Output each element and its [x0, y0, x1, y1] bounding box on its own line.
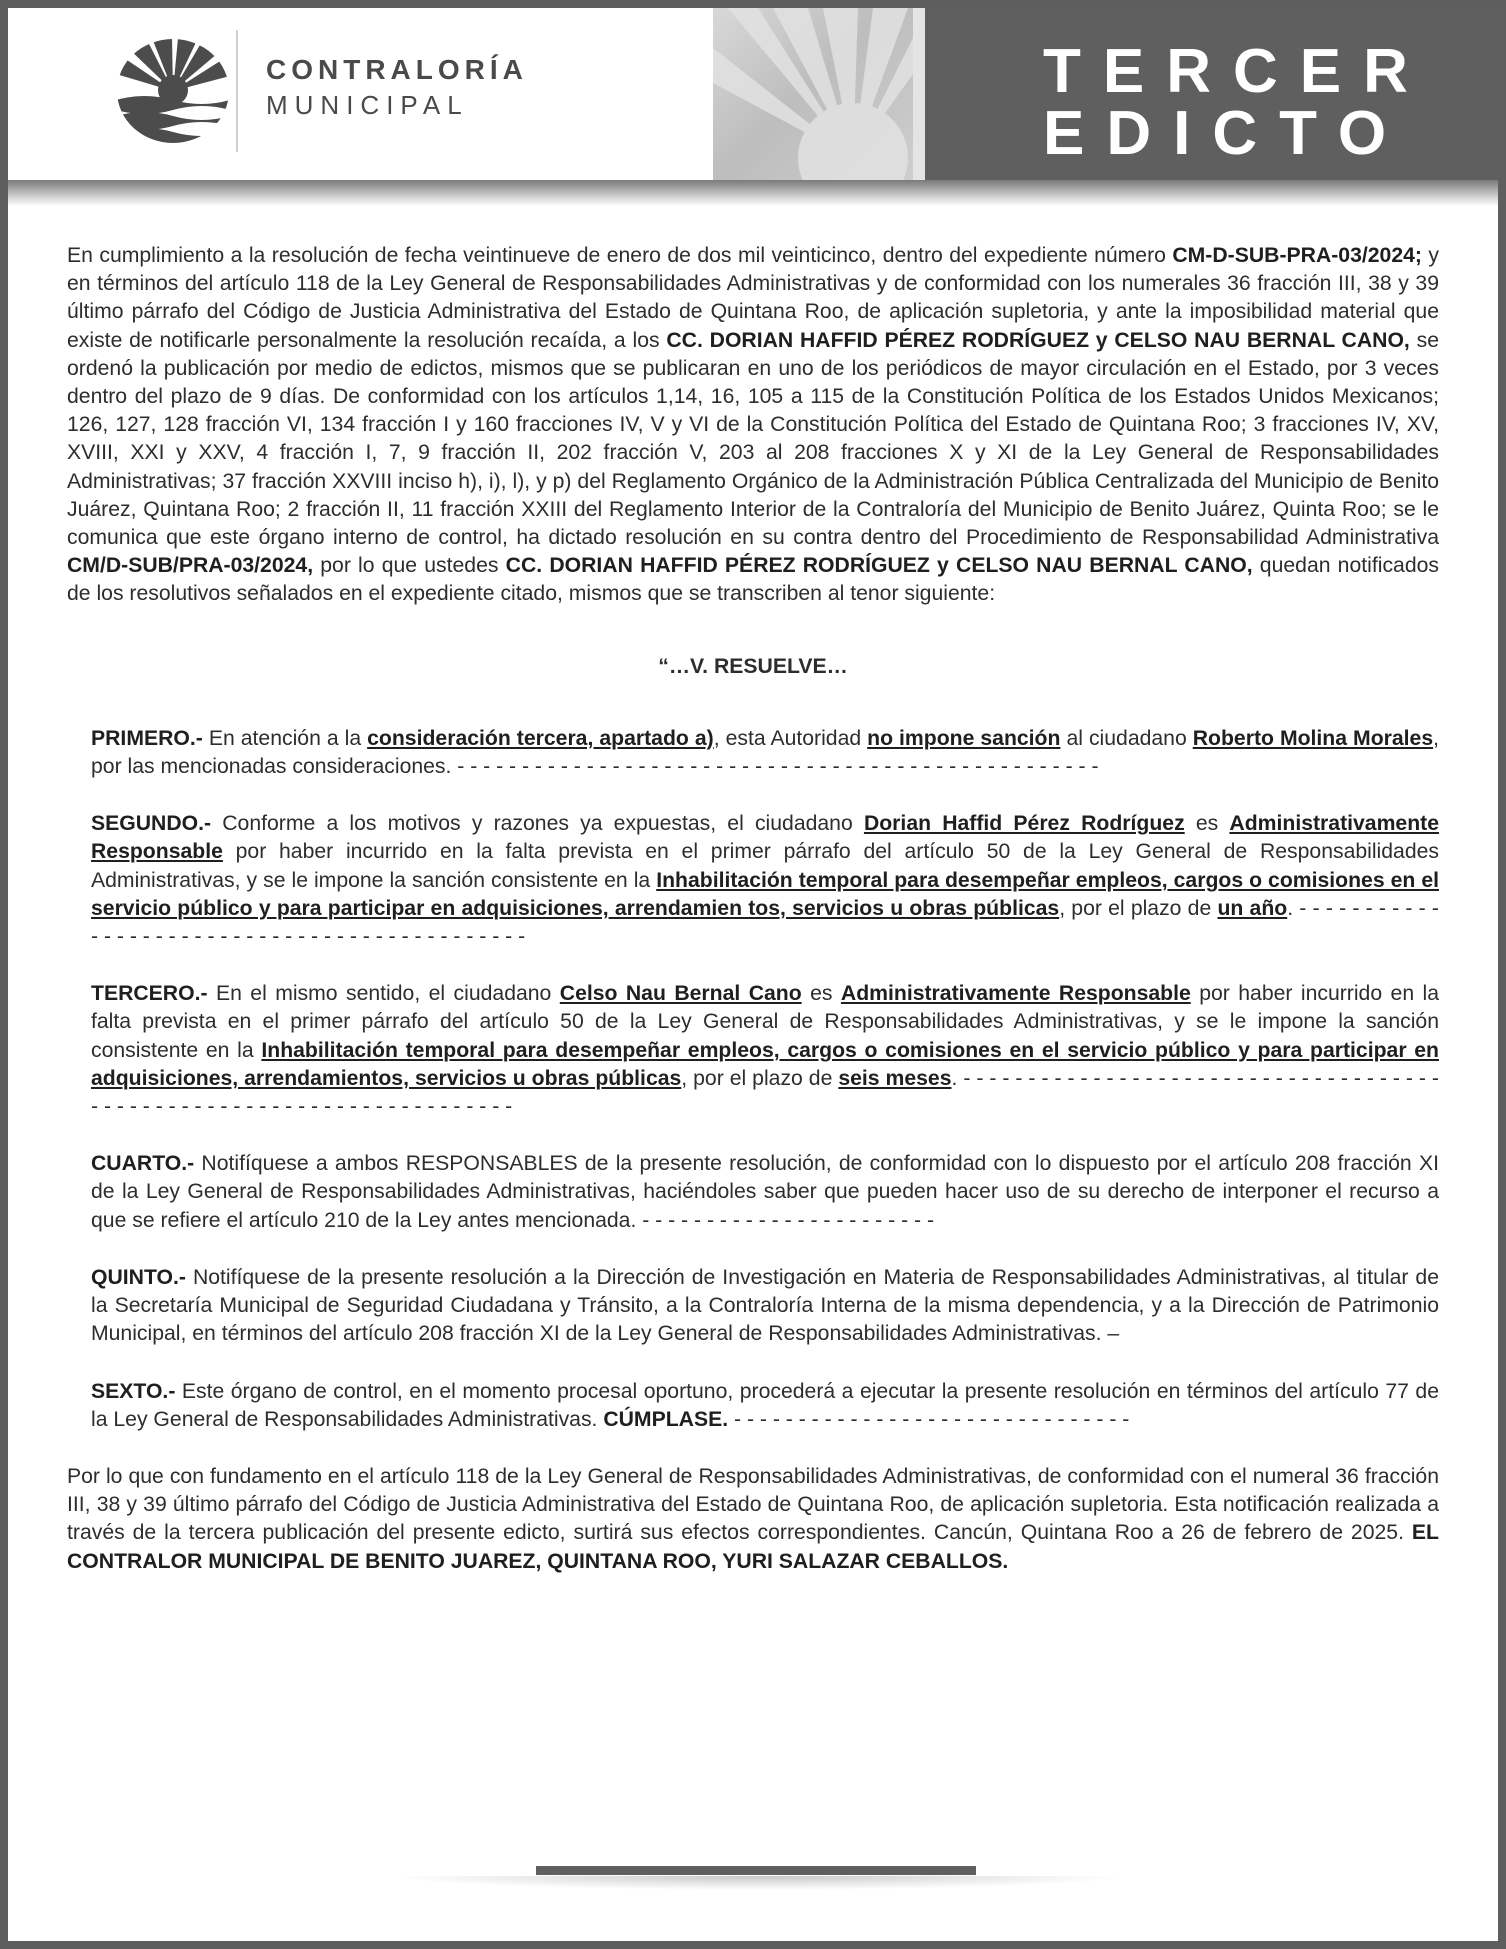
tercero-text-5: . - - - - - - - - - - - - - - - - - - - - - - - - - - - - - - - - - - - - - - - - - - - - - - - - - - - - - - - - - - - - - - - - - - - - - -	[91, 1066, 1439, 1119]
respondents-names-2: CC. DORIAN HAFFID PÉREZ RODRÍGUEZ y CELSO NAU BERNAL CANO,	[505, 554, 1253, 578]
header-strip	[913, 8, 925, 180]
sexto-text-2: - - - - - - - - - - - - - - - - - - - - - - - - - - - - - - -	[728, 1407, 1130, 1431]
tercero-label: TERCERO.-	[91, 982, 208, 1006]
signatory: EL CONTRALOR MUNICIPAL DE BENITO JUAREZ, QUINTANA ROO, YURI SALAZAR CEBALLOS.	[67, 1521, 1439, 1573]
resolutivo-tercero	[91, 980, 1439, 1121]
intro-text-1: En cumplimiento a la resolución de fecha veintinueve de enero de dos mil veinticinco, dentro del expediente número	[67, 244, 1173, 267]
segundo-text-3: por haber incurrido en la falta prevista en el primer párrafo del artículo 50 de la Ley General de Responsabilidades Administrativas, y se le impone la sanción consistente en la	[91, 840, 1439, 892]
brand-subtitle: MUNICIPAL	[266, 90, 469, 120]
tercero-emphasis-1: Celso Nau Bernal Cano	[559, 982, 802, 1006]
header-photo	[713, 8, 928, 180]
primero-text-3: al ciudadano	[1060, 726, 1193, 750]
header-separator	[236, 30, 238, 152]
tercero-text-3: por haber incurrido en la falta prevista en el primer párrafo del artículo 50 de la Ley General de Responsabilidades Administrativas, y se le impone la sanción consistente en la	[91, 982, 1440, 1062]
procedure-number: CM/D-SUB/PRA-03/2024,	[67, 554, 314, 578]
header-title-panel	[925, 8, 1498, 180]
closing-text: Por lo que con fundamento en el artículo 118 de la Ley General de Responsabilidades Administrativas, de conformidad con el numeral 36 fracción III, 38 y 39 último párrafo del Código de Justicia Administrativa del Estado de Quintana Roo, de aplicación supletoria. Esta notificación realizada a través de la tercera publicación del presente edicto, surtirá sus efectos correspondientes. Cancún, Quintana Roo a 26 de febrero de 2025.	[67, 1464, 1439, 1545]
resolutivo-primero	[91, 725, 1439, 781]
tercero-text-1: En el mismo sentido, el ciudadano	[207, 982, 560, 1006]
primero-text-1: En atención a la	[202, 726, 368, 750]
footer-shadow	[388, 1876, 1128, 1890]
tercero-emphasis-3: Inhabilitación temporal para desempeñar empleos, cargos o comisiones en el servicio público y para participar en adquisiciones, arrendamientos, servicios u obras públicas	[91, 1038, 1439, 1090]
primero-text-4: , por las mencionadas consideraciones. - - - - - - - - - - - - - - - - - - - - - - - - - - - - - - - - - - - - - - - - - - - - - - - - - -	[91, 726, 1440, 779]
tercero-text-2: es	[801, 982, 841, 1006]
page-header	[8, 8, 1498, 180]
segundo-emphasis-1: Dorian Haffid Pérez Rodríguez	[863, 812, 1185, 836]
segundo-emphasis-2: Administrativamente Responsable	[91, 812, 1439, 864]
intro-text-2: y en términos del artículo 118 de la Ley General de Responsabilidades Administrativas y de conformidad con los numerales 36 fracción III, 38 y 39 último párrafo del Código de Justicia Administrativa del Estado de Quintana Roo, de aplicación supletoria, y ante la imposibilidad material que existe de notificarle personalmente la resolución recaída, a los	[67, 244, 1439, 352]
sexto-label: SEXTO.-	[91, 1379, 176, 1403]
tercero-emphasis-2: Administrativamente Responsable	[840, 982, 1191, 1006]
quinto-label: QUINTO.-	[91, 1265, 186, 1289]
tercero-text-4: , por el plazo de	[681, 1066, 839, 1090]
tercero-emphasis-4: seis meses	[838, 1066, 952, 1090]
cumplase: CÚMPLASE.	[603, 1407, 729, 1431]
header-shadow	[8, 180, 1498, 206]
brand-name: CONTRALORÍA	[266, 54, 528, 85]
segundo-emphasis-3: Inhabilitación temporal para desempeñar empleos, cargos o comisiones en el servicio público y para participar en adquisiciones, arrendamien tos, servicios u obras públicas	[91, 868, 1440, 920]
intro-paragraph	[67, 242, 1439, 609]
resolutivo-sexto	[91, 1378, 1439, 1434]
cuarto-text-1: Notifíquese a ambos RESPONSABLES de la presente resolución, de conformidad con lo dispuesto por el artículo 208 fracción XI de la Ley General de Responsabilidades Administrativas, haciéndoles saber que pueden hacer uso de su derecho de interponer el recurso a que se refiere el artículo 210 de la Ley antes mencionada. - - - - - - - - - - - - - - - - - - - - - - -	[91, 1152, 1439, 1232]
cuarto-label: CUARTO.-	[91, 1152, 195, 1176]
primero-emphasis-1: consideración tercera, apartado a)	[367, 726, 714, 750]
primero-emphasis-2: no impone sanción	[867, 726, 1061, 750]
primero-emphasis-3: Roberto Molina Morales	[1192, 726, 1434, 750]
sexto-text-1: Este órgano de control, en el momento procesal oportuno, procederá a ejecutar la presente resolución en términos del artículo 77 de la Ley General de Responsabilidades Administrativas.	[91, 1379, 1439, 1431]
segundo-emphasis-4: un año	[1217, 896, 1288, 920]
primero-label: PRIMERO.-	[91, 726, 203, 750]
title-line-1: TERCER	[1043, 37, 1430, 106]
sun-waves-logo-icon	[116, 38, 230, 144]
intro-text-4: por lo que ustedes	[313, 554, 506, 578]
header-brand-panel	[8, 8, 713, 180]
title-line-2: EDICTO	[1043, 99, 1409, 168]
quinto-text-1: Notifíquese de la presente resolución a la Dirección de Investigación en Materia de Responsabilidades Administrativas, al titular de la Secretaría Municipal de Seguridad Ciudadana y Tránsito, a la Contraloría Interna de la misma dependencia, y a la Dirección de Patrimonio Municipal, en términos del artículo 208 fracción XI de la Ley General de Responsabilidades Administrativas. –	[91, 1265, 1439, 1346]
edict-page	[8, 8, 1498, 1941]
edict-body	[67, 242, 1439, 1576]
intro-text-5: quedan notificados de los resolutivos señalados en el expediente citado, mismos que se transcriben al tenor siguiente:	[67, 554, 1439, 606]
segundo-text-2: es	[1184, 812, 1230, 836]
resolutivo-segundo	[91, 810, 1439, 951]
respondents-names: CC. DORIAN HAFFID PÉREZ RODRÍGUEZ y CELSO NAU BERNAL CANO,	[666, 328, 1410, 352]
primero-text-2: , esta Autoridad	[713, 726, 868, 750]
resuelve-heading: “…V. RESUELVE…	[658, 654, 848, 678]
closing-paragraph	[67, 1463, 1439, 1576]
segundo-text-5: . - - - - - - - - - - - - - - - - - - - - - - - - - - - - - - - - - - - - - - - - - - - - -	[91, 896, 1439, 949]
segundo-label: SEGUNDO.-	[91, 812, 212, 836]
sun-pattern-decoration	[713, 8, 928, 180]
case-number: CM-D-SUB-PRA-03/2024;	[1172, 244, 1422, 267]
intro-text-3: se ordenó la publicación por medio de edictos, mismos que se publicaran en uno de los periódicos de mayor circulación en el Estado, por 3 veces dentro del plazo de 9 días. De conformidad con los artículos 1,14, 16, 105 a 115 de la Constitución Política de los Estados Unidos Mexicanos; 126, 127, 128 fracción VI, 134 fracción I y 160 fracciones IV, V y VI de la Constitución Política del Estado de Quintana Roo; 3 fracciones IV, XV, XVIII, XXI y XXV, 4 fracción I, 7, 9 fracción II, 202 fracción V, 203 al 208 fracciones X y XI de la Ley General de Responsabilidades Administrativas; 37 fracción XXVIII inciso h), i), l), y p) del Reglamento Orgánico de la Administración Pública Centralizada del Municipio de Benito Juárez, Quintana Roo; 2 fracción II, 11 fracción XXIII del Reglamento Interior de la Contraloría del Municipio de Benito Juárez, Quinta Roo; se le comunica que este órgano interno de control, ha dictado resolución en su contra dentro del Procedimiento de Responsabilidad Administrativa	[67, 328, 1439, 550]
resolutivo-quinto	[91, 1264, 1439, 1349]
footer-bar	[536, 1866, 976, 1875]
segundo-text-1: Conforme a los motivos y razones ya expuestas, el ciudadano	[211, 812, 864, 836]
segundo-text-4: , por el plazo de	[1059, 896, 1218, 920]
resolutivo-cuarto	[91, 1150, 1439, 1235]
